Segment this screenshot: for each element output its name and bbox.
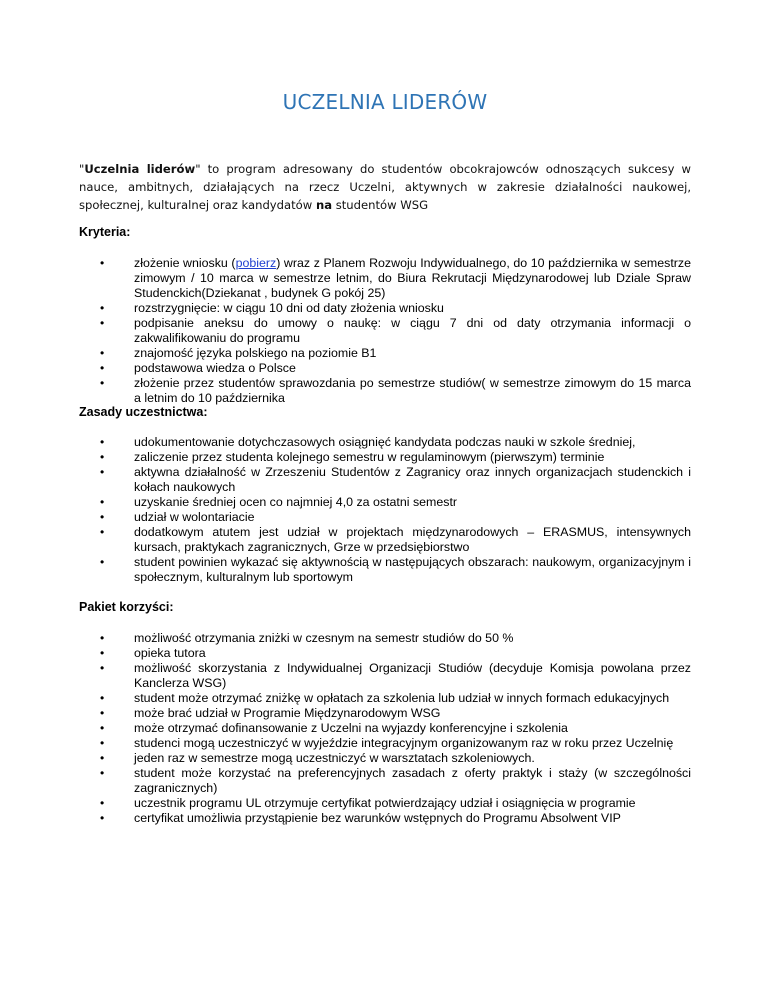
pakiet-list [79, 631, 691, 826]
list-item [79, 811, 691, 826]
intro-program-name: Uczelnia liderów [84, 162, 196, 176]
bullet: • [100, 495, 105, 509]
page-title: UCZELNIA LIDERÓW [282, 90, 488, 114]
intro-bold-na: na [315, 198, 333, 212]
bullet: • [100, 796, 105, 810]
bullet: • [100, 450, 105, 464]
list-item-text: może brać udział w Programie Międzynarodowym WSG [134, 706, 441, 720]
list-item-text: może otrzymać dofinansowanie z Uczelni na wyjazdy konferencyjne i szkolenia [134, 721, 568, 735]
bullet: • [100, 706, 105, 720]
kryteria-item-1-rest: ) wraz z Planem Rozwoju Indywidualnego, do 10 października w semestrze zimowym / 10 marca w semestrze letnim, do Biura Rekrutacji Międzynarodowej lub Dziale Spraw Studenckich(Dziekanat , budynek G pokój 25) [134, 256, 691, 300]
bullet: • [100, 691, 105, 705]
bullet: • [100, 256, 105, 270]
bullet: • [100, 736, 105, 750]
list-item-text: podstawowa wiedza o Polsce [134, 361, 296, 375]
bullet: • [100, 766, 105, 780]
list-item-text: jeden raz w semestrze mogą uczestniczyć w warsztatach szkoleniowych. [134, 751, 535, 765]
list-item-text: uczestnik programu UL otrzymuje certyfikat potwierdzający udział i osiągnięcia w programie [134, 796, 636, 810]
list-item [79, 525, 691, 555]
list-item-text: rozstrzygnięcie: w ciągu 10 dni od daty złożenia wniosku [134, 301, 444, 315]
download-link[interactable]: pobierz [235, 256, 277, 270]
list-item [79, 361, 691, 376]
list-item [79, 555, 691, 585]
list-item [79, 691, 691, 706]
list-item [79, 646, 691, 661]
bullet: • [100, 811, 105, 825]
list-item-text: udział w wolontariacie [134, 510, 255, 524]
bullet: • [100, 631, 105, 645]
list-item-text: uzyskanie średniej ocen co najmniej 4,0 za ostatni semestr [134, 495, 458, 509]
list-item [79, 346, 691, 361]
bullet: • [100, 646, 105, 660]
list-item [79, 736, 691, 751]
list-item [79, 256, 691, 301]
intro-text-1: " to program adresowany do studentów obcokrajowców odnoszących sukcesy w nauce, ambitnych, działających na rzecz Uczelni, aktywnych w zakresie działalności naukowej, społecznej, kulturalnej oraz kandydatów [79, 162, 692, 212]
kryteria-item-1-text: złożenie wniosku ( [134, 256, 236, 270]
bullet: • [100, 346, 105, 360]
list-item [79, 706, 691, 721]
bullet: • [100, 661, 105, 675]
list-item-text: złożenie przez studentów sprawozdania po semestrze studiów( w semestrze zimowym do 15 marca a letnim do 10 października [134, 376, 691, 405]
bullet: • [100, 301, 105, 315]
list-item [79, 450, 691, 465]
intro-quote: " [79, 162, 85, 176]
bullet: • [100, 435, 105, 449]
bullet: • [100, 721, 105, 735]
list-item [79, 316, 691, 346]
list-item [79, 751, 691, 766]
intro-paragraph [79, 160, 691, 214]
list-item-text: studenci mogą uczestniczyć w wyjeździe integracyjnym organizowanym raz w roku przez Uczelnię [134, 736, 674, 750]
bullet: • [100, 510, 105, 524]
list-item-text: zaliczenie przez studenta kolejnego semestru w regulaminowym (pierwszym) terminie [134, 450, 605, 464]
list-item-text: znajomość języka polskiego na poziomie B1 [134, 346, 377, 360]
list-item [79, 495, 691, 510]
bullet: • [100, 525, 105, 539]
list-item-text: podpisanie aneksu do umowy o naukę: w ciągu 7 dni od daty otrzymania informacji o zakwalifikowaniu do programu [134, 316, 691, 345]
list-item-text: certyfikat umożliwia przystąpienie bez warunków wstępnych do Programu Absolwent VIP [134, 811, 621, 825]
zasady-list [79, 435, 691, 585]
bullet: • [100, 361, 105, 375]
list-item [79, 376, 691, 406]
list-item-text: opieka tutora [134, 646, 206, 660]
bullet: • [100, 376, 105, 390]
list-item [79, 465, 691, 495]
list-item [79, 435, 691, 450]
list-item-text: student może otrzymać zniżkę w opłatach za szkolenia lub udział w innych formach edukacyjnych [134, 691, 670, 705]
list-item [79, 796, 691, 811]
kryteria-list [79, 256, 691, 406]
list-item [79, 721, 691, 736]
list-item [79, 301, 691, 316]
list-item-text: aktywna działalność w Zrzeszeniu Studentów z Zagranicy oraz innych organizacjach studenckich i kołach naukowych [134, 465, 691, 494]
list-item-text: możliwość otrzymania zniżki w czesnym na semestr studiów do 50 % [134, 631, 514, 645]
list-item-text: student powinien wykazać się aktywnością w następujących obszarach: naukowym, organizacyjnym i społecznym, kulturalnym lub sportowym [134, 555, 691, 584]
list-item-text: student może korzystać na preferencyjnych zasadach z oferty praktyk i staży (w szczególności zagranicznych) [134, 766, 691, 795]
list-item [79, 661, 691, 691]
list-item [79, 510, 691, 525]
kryteria-heading: Kryteria: [79, 225, 131, 239]
list-item-text: dodatkowym atutem jest udział w projektach międzynarodowych – ERASMUS, intensywnych kursach, praktykach zagranicznych, Grze w przedsiębiorstwo [134, 525, 691, 554]
bullet: • [100, 316, 105, 330]
bullet: • [100, 555, 105, 569]
intro-text-2: studentów WSG [332, 198, 429, 212]
list-item-text: możliwość skorzystania z Indywidualnej Organizacji Studiów (decyduje Komisja powolana przez Kanclerza WSG) [134, 661, 691, 690]
pakiet-heading: Pakiet korzyści: [79, 600, 174, 614]
bullet: • [100, 751, 105, 765]
list-item-text: udokumentowanie dotychczasowych osiągnięć kandydata podczas nauki w szkole średniej, [134, 435, 636, 449]
zasady-heading: Zasady uczestnictwa: [79, 405, 208, 419]
list-item [79, 766, 691, 796]
bullet: • [100, 465, 105, 479]
list-item [79, 631, 691, 646]
